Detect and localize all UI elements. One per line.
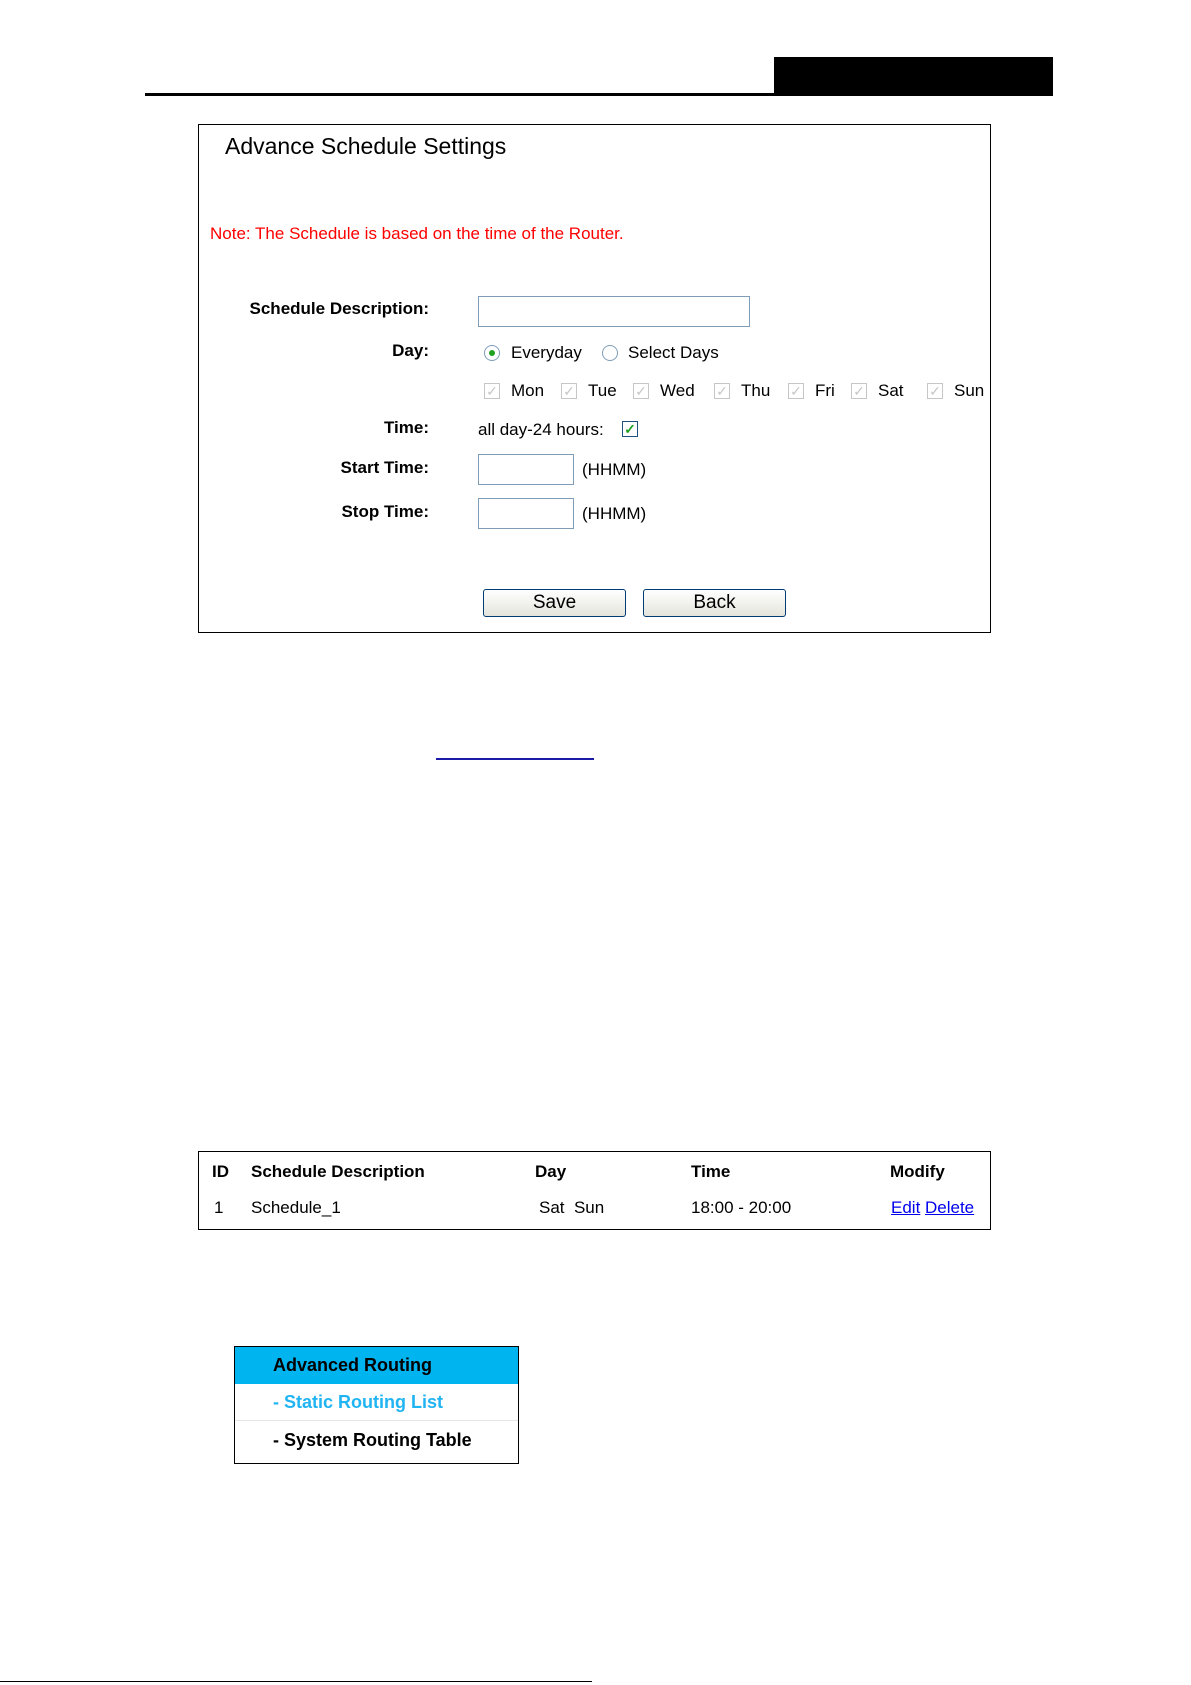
header-black-block	[774, 57, 1053, 95]
column-header-day: Day	[535, 1162, 567, 1181]
day-label-mon: Mon	[511, 381, 545, 400]
start-time-hint: (HHMM)	[582, 460, 647, 479]
day-label-wed: Wed	[660, 381, 695, 400]
day-label-fri: Fri	[815, 381, 835, 400]
header-rule	[145, 93, 1053, 96]
day-label-sat: Sat	[878, 381, 904, 400]
day-label: Day:	[392, 341, 429, 360]
schedule-table	[198, 1151, 991, 1230]
row-1-id: 1	[214, 1198, 224, 1217]
day-checkbox-sun[interactable]: ✓	[927, 383, 943, 399]
day-checkbox-mon[interactable]: ✓	[484, 383, 500, 399]
advanced-routing-menu	[234, 1346, 519, 1464]
schedule-settings-panel	[198, 124, 991, 633]
stop-time-input[interactable]	[478, 498, 574, 529]
column-header-description: Schedule Description	[251, 1162, 425, 1181]
menu-advanced-routing[interactable]: Advanced Routing	[235, 1347, 518, 1384]
schedule-description-label: Schedule Description:	[249, 299, 429, 318]
panel-title: Advance Schedule Settings	[225, 133, 507, 159]
start-time-label: Start Time:	[340, 458, 429, 477]
day-label-thu: Thu	[741, 381, 771, 400]
start-time-input[interactable]	[478, 454, 574, 485]
select-days-label: Select Days	[628, 343, 719, 362]
row-1-day: Sat Sun	[539, 1198, 605, 1217]
schedule-description-input[interactable]	[478, 296, 750, 327]
stop-time-hint: (HHMM)	[582, 504, 647, 523]
edit-link[interactable]: Edit	[891, 1198, 921, 1217]
day-label-tue: Tue	[588, 381, 617, 400]
all-day-label: all day-24 hours:	[478, 420, 604, 439]
hyperlink-underline[interactable]	[436, 758, 594, 760]
column-header-modify: Modify	[890, 1162, 945, 1181]
day-checkbox-sat[interactable]: ✓	[851, 383, 867, 399]
column-header-time: Time	[691, 1162, 731, 1181]
back-button[interactable]: Back	[643, 589, 786, 617]
all-day-checkbox[interactable]: ✓	[622, 421, 638, 437]
stop-time-label: Stop Time:	[341, 502, 429, 521]
everyday-radio[interactable]	[484, 345, 500, 361]
menu-static-routing-list[interactable]: - Static Routing List	[235, 1384, 518, 1421]
day-checkbox-fri[interactable]: ✓	[788, 383, 804, 399]
day-checkbox-thu[interactable]: ✓	[714, 383, 730, 399]
schedule-note: Note: The Schedule is based on the time of the Router.	[210, 224, 624, 243]
day-label-sun: Sun	[954, 381, 985, 400]
everyday-label: Everyday	[511, 343, 582, 362]
delete-link[interactable]: Delete	[925, 1198, 975, 1217]
time-label: Time:	[383, 418, 429, 437]
select-days-radio[interactable]	[602, 345, 618, 361]
footer-rule	[0, 1681, 592, 1682]
save-button[interactable]: Save	[483, 589, 626, 617]
column-header-id: ID	[212, 1162, 229, 1181]
row-1-description: Schedule_1	[251, 1198, 341, 1217]
day-checkbox-wed[interactable]: ✓	[633, 383, 649, 399]
row-1-time: 18:00 - 20:00	[691, 1198, 792, 1217]
menu-system-routing-table[interactable]: - System Routing Table	[273, 1430, 472, 1450]
day-checkbox-tue[interactable]: ✓	[561, 383, 577, 399]
